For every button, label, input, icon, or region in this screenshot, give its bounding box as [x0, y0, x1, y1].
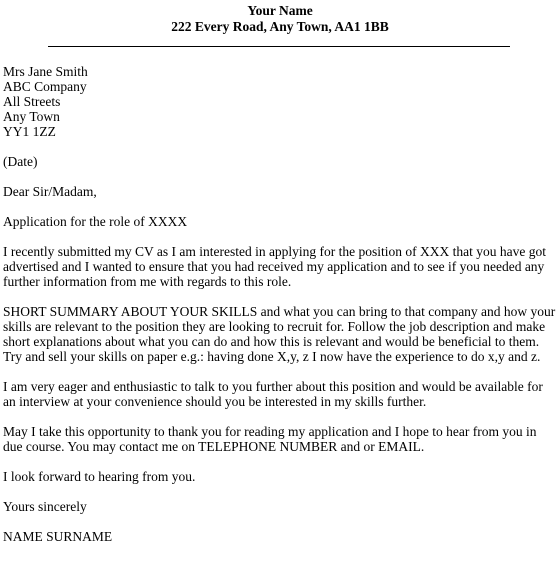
paragraph-skills	[3, 304, 555, 364]
paragraph-line: Try and sell your skills on paper e.g.: having done X,y, z I now have the experience to do x,y and z.	[3, 349, 541, 364]
spacer	[3, 454, 555, 469]
salutation: Dear Sir/Madam,	[3, 184, 97, 199]
subject-line: Application for the role of XXXX	[3, 214, 188, 229]
spacer	[3, 139, 555, 154]
recipient-line: ABC Company	[3, 79, 87, 94]
paragraph-availability	[3, 379, 555, 409]
recipient-line: Mrs Jane Smith	[3, 64, 88, 79]
paragraph-line: I recently submitted my CV as I am interested in applying for the position of XXX that you have got	[3, 244, 547, 259]
spacer	[3, 199, 555, 214]
recipient-address	[3, 64, 555, 139]
spacer	[3, 229, 555, 244]
recipient-line: All Streets	[3, 94, 61, 109]
letter-date: (Date)	[3, 154, 38, 169]
spacer	[3, 289, 555, 304]
signature-name: NAME SURNAME	[3, 529, 113, 544]
letter-body	[3, 64, 555, 544]
paragraph-line: an interview at your convenience should you be interested in my skills further.	[3, 394, 427, 409]
paragraph-closing-remark	[3, 469, 555, 484]
paragraph-line: I am very eager and enthusiastic to talk to you further about this position and would be available for	[3, 379, 543, 394]
paragraph-line: May I take this opportunity to thank you for reading my application and I hope to hear from you in	[3, 424, 537, 439]
header-divider	[48, 46, 510, 47]
paragraph-thanks	[3, 424, 555, 454]
spacer	[3, 409, 555, 424]
spacer	[3, 364, 555, 379]
paragraph-intro	[3, 244, 555, 289]
paragraph-line: I look forward to hearing from you.	[3, 469, 196, 484]
spacer	[3, 169, 555, 184]
sender-name: Your Name	[247, 3, 313, 18]
spacer	[3, 484, 555, 499]
sender-address: 222 Every Road, Any Town, AA1 1BB	[171, 19, 389, 34]
paragraph-line: short explanations about what you can do and how this is relevant and would be beneficial to them.	[3, 334, 540, 349]
paragraph-line: advertised and I wanted to ensure that you had received my application and to see if you needed any	[3, 259, 545, 274]
closing: Yours sincerely	[3, 499, 87, 514]
sender-block	[0, 3, 560, 35]
paragraph-line: SHORT SUMMARY ABOUT YOUR SKILLS and what you can bring to that company and how your	[3, 304, 556, 319]
recipient-line: YY1 1ZZ	[3, 124, 56, 139]
recipient-line: Any Town	[3, 109, 60, 124]
spacer	[3, 514, 555, 529]
paragraph-line: skills are relevant to the position they are looking to recruit for. Follow the job description and make	[3, 319, 546, 334]
paragraph-line: further information from me with regards to this role.	[3, 274, 292, 289]
paragraph-line: due course. You may contact me on TELEPHONE NUMBER and or EMAIL.	[3, 439, 425, 454]
